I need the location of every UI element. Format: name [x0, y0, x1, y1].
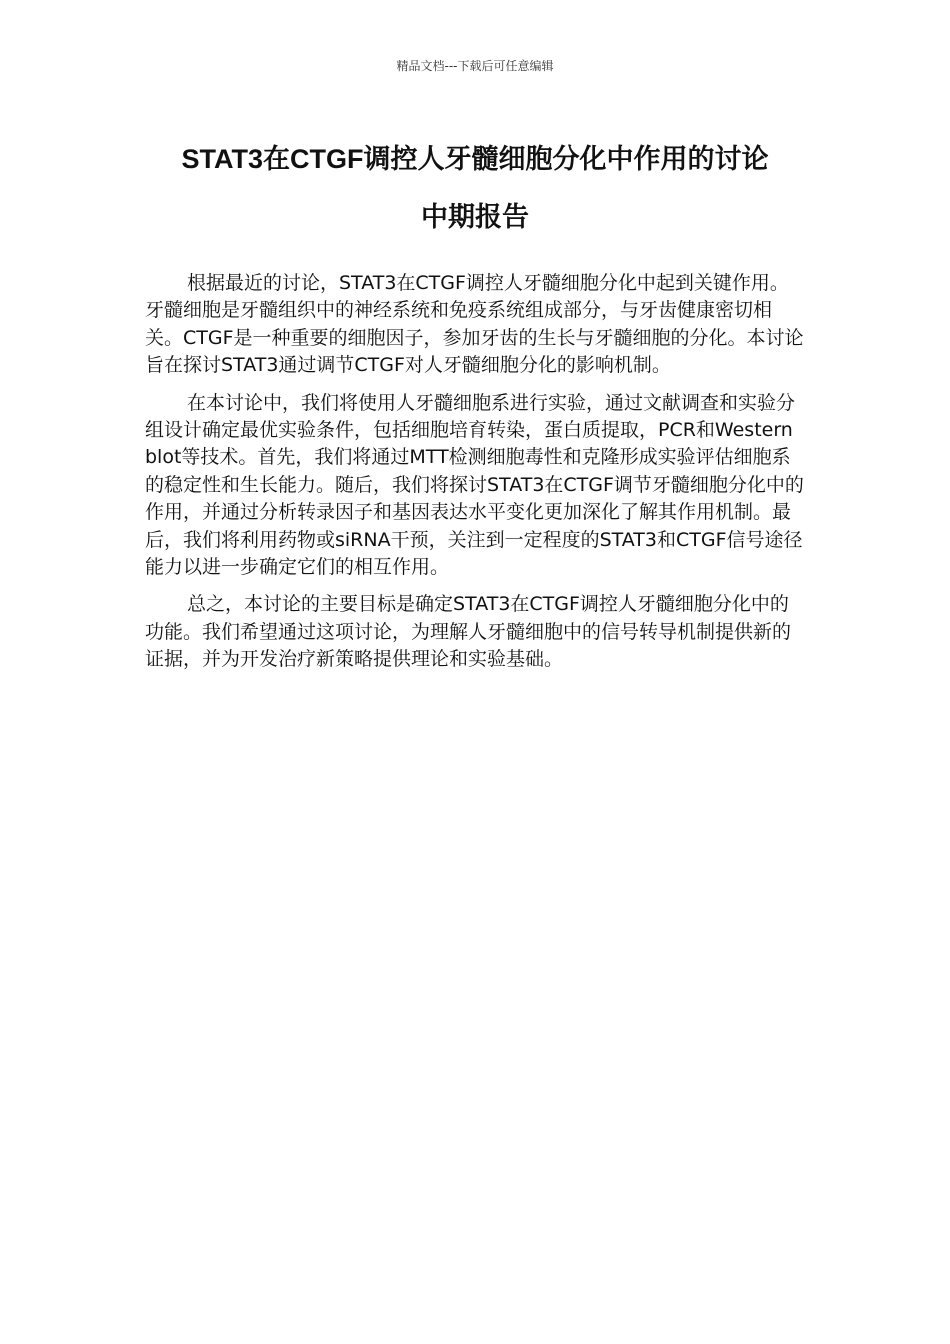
body-paragraph-2: 在本讨论中，我们将使用人牙髓细胞系进行实验，通过文献调查和实验分组设计确定最优实验条件，包括细胞培育转染，蛋白质提取，PCR和Western blot等技术。首先，我们将通过MTT检测细胞毒性和克隆形成实验评估细胞系的稳定性和生长能力。随后，我们将探讨STAT3在CTGF调节牙髓细胞分化中的作用，并通过分析转录因子和基因表达水平变化更加深化了解其作用机制。最后，我们将利用药物或siRNA干预，关注到一定程度的STAT3和CTGF信号途径能力以进一步确定它们的相互作用。: [145, 391, 804, 579]
page-header-note: 精品文档---下载后可任意编辑: [396, 59, 554, 73]
body-paragraph-3: 总之，本讨论的主要目标是确定STAT3在CTGF调控人牙髓细胞分化中的功能。我们希望通过这项讨论，为理解人牙髓细胞中的信号转导机制提供新的证据，并为开发治疗新策略提供理论和实验基础。: [145, 593, 792, 671]
document-title-line-2: 中期报告: [421, 202, 529, 232]
body-paragraph-1: 根据最近的讨论，STAT3在CTGF调控人牙髓细胞分化中起到关键作用。牙髓细胞是牙髓组织中的神经系统和免疫系统组成部分，与牙齿健康密切相关。CTGF是一种重要的细胞因子，参加牙齿的生长与牙髓细胞的分化。本讨论旨在探讨STAT3通过调节CTGF对人牙髓细胞分化的影响机制。: [145, 272, 804, 377]
document-title-line-1: STAT3在CTGF调控人牙髓细胞分化中作用的讨论: [181, 144, 769, 174]
document-title: [120, 130, 830, 246]
document-body: [145, 270, 805, 684]
